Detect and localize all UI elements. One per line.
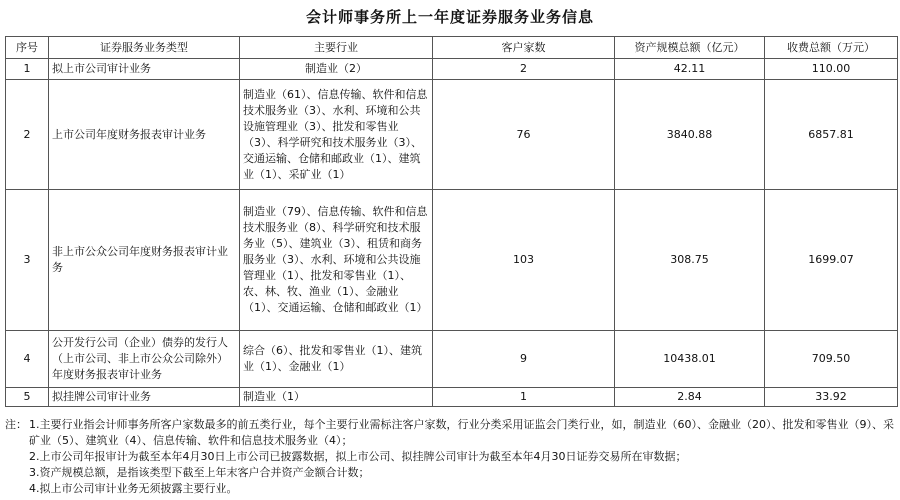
header-fee-total: 收费总额（万元） <box>765 37 898 59</box>
table-row <box>6 190 898 331</box>
footnote-text: 3.资产规模总额，是指该类型下截至上年末客户合并资产金额合计数； <box>29 466 370 479</box>
footnote-prefix: 注： <box>5 418 27 431</box>
row-main-industry: 制造业（79）、信息传输、软件和信息技术服务业（8）、科学研究和技术服务业（5）、建筑业（3）、租赁和商务服务业（3）、水利、环境和公共设施管理业（1）、批发和零售业（1）、农、林、牧、渔业（1）、金融业（1）、交通运输、仓储和邮政业（1） <box>240 190 433 331</box>
table-row <box>6 80 898 190</box>
footnote-item <box>5 449 895 465</box>
row-asset-total: 42.11 <box>615 59 765 80</box>
row-service-type: 拟挂牌公司审计业务 <box>49 388 240 407</box>
row-main-industry: 制造业（2） <box>240 59 433 80</box>
footnote-item <box>5 465 895 481</box>
row-service-type: 拟上市公司审计业务 <box>49 59 240 80</box>
row-fee-total: 110.00 <box>765 59 898 80</box>
row-no: 4 <box>6 331 49 388</box>
row-client-count: 76 <box>433 80 615 190</box>
header-no: 序号 <box>6 37 49 59</box>
header-service-type: 证券服务业务类型 <box>49 37 240 59</box>
header-main-industry: 主要行业 <box>240 37 433 59</box>
footnote-text: 2.上市公司年报审计为截至本年4月30日上市公司已披露数据，拟上市公司、拟挂牌公司审计为截至本年4月30日证券交易所在审数据； <box>29 450 687 463</box>
row-service-type: 上市公司年度财务报表审计业务 <box>49 80 240 190</box>
row-no: 2 <box>6 80 49 190</box>
footnote-text: 1.主要行业指会计师事务所客户家数最多的前五类行业，每个主要行业需标注客户家数，行业分类采用证监会门类行业，如，制造业（60）、金融业（20）、批发和零售业（9）、采矿业（5）、建筑业（4）、信息传输、软件和信息技术服务业（4）； <box>29 418 894 447</box>
row-fee-total: 1699.07 <box>765 190 898 331</box>
row-asset-total: 3840.88 <box>615 80 765 190</box>
row-fee-total: 33.92 <box>765 388 898 407</box>
table-header-row <box>6 37 898 59</box>
row-main-industry: 制造业（61）、信息传输、软件和信息技术服务业（3）、水利、环境和公共设施管理业（3）、批发和零售业（3）、科学研究和技术服务业（3）、交通运输、仓储和邮政业（1）、建筑业（1）、采矿业（1） <box>240 80 433 190</box>
row-main-industry: 制造业（1） <box>240 388 433 407</box>
header-asset-total: 资产规模总额（亿元） <box>615 37 765 59</box>
footnote-item <box>5 481 895 497</box>
row-asset-total: 308.75 <box>615 190 765 331</box>
row-service-type: 非上市公众公司年度财务报表审计业务 <box>49 190 240 331</box>
footnote-item <box>5 417 895 449</box>
table-row <box>6 59 898 80</box>
securities-services-table <box>5 36 898 407</box>
header-client-count: 客户家数 <box>433 37 615 59</box>
row-client-count: 1 <box>433 388 615 407</box>
row-client-count: 2 <box>433 59 615 80</box>
row-no: 3 <box>6 190 49 331</box>
row-fee-total: 6857.81 <box>765 80 898 190</box>
row-asset-total: 10438.01 <box>615 331 765 388</box>
table-row <box>6 331 898 388</box>
row-client-count: 103 <box>433 190 615 331</box>
footnote-text: 4.拟上市公司审计业务无须披露主要行业。 <box>29 482 238 495</box>
row-no: 5 <box>6 388 49 407</box>
row-no: 1 <box>6 59 49 80</box>
document-title: 会计师事务所上一年度证券服务业务信息 <box>305 8 594 26</box>
row-fee-total: 709.50 <box>765 331 898 388</box>
row-service-type: 公开发行公司（企业）债券的发行人（上市公司、非上市公众公司除外）年度财务报表审计业务 <box>49 331 240 388</box>
row-asset-total: 2.84 <box>615 388 765 407</box>
footnotes <box>5 417 895 497</box>
row-main-industry: 综合（6）、批发和零售业（1）、建筑业（1）、金融业（1） <box>240 331 433 388</box>
table-row <box>6 388 898 407</box>
row-client-count: 9 <box>433 331 615 388</box>
